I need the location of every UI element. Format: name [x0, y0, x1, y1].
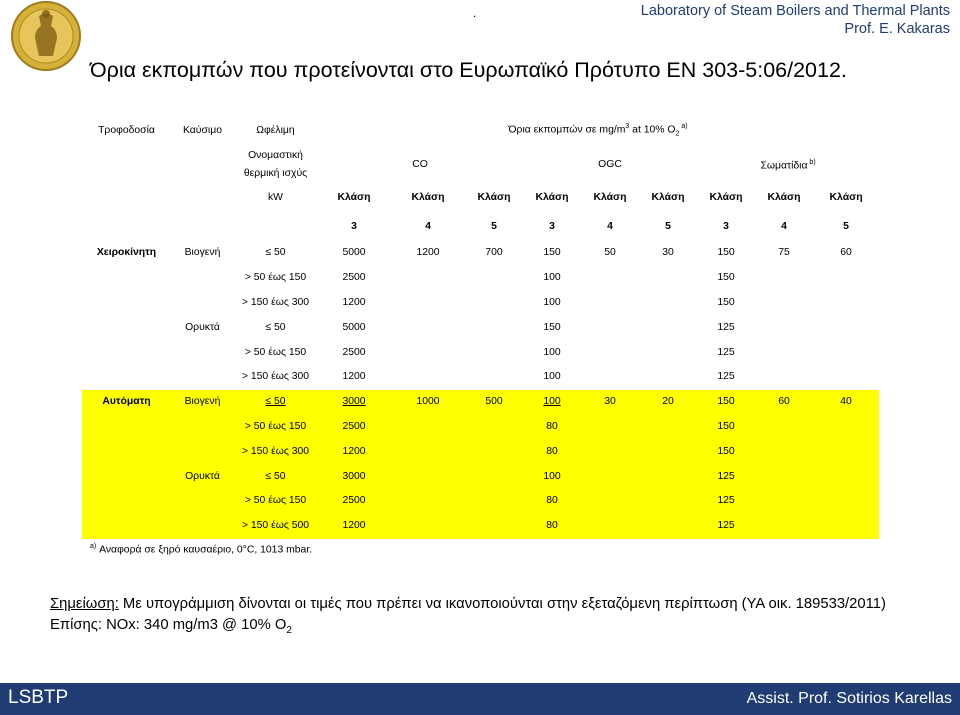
cell-power: > 150 έως 300: [234, 439, 317, 464]
cell-d4: [755, 514, 813, 539]
cell-power: ≤ 50: [265, 321, 286, 333]
class-label: Κλάση: [477, 191, 511, 203]
cell-d5: [813, 266, 879, 291]
cell-fuel: Ορυκτά: [171, 464, 234, 489]
cell-d3: 150: [717, 296, 735, 308]
cell-fuel: [171, 415, 234, 440]
cell-d4: [755, 266, 813, 291]
cell-co5: [465, 291, 523, 316]
cell-co4: [391, 315, 465, 340]
cell-d3: 125: [697, 514, 755, 539]
cell-ogc5: 20: [639, 390, 697, 415]
cell-fuel: [171, 489, 234, 514]
header-useful: Ωφέλιμη: [256, 124, 295, 136]
header-limits-at: at 10% O: [629, 124, 676, 136]
cell-co3: 1200: [342, 296, 366, 308]
class-number: 5: [665, 220, 671, 232]
cell-d4: [755, 340, 813, 365]
cell-ogc5: [639, 464, 697, 489]
cell-d4: [755, 489, 813, 514]
cell-d3: 150: [717, 272, 735, 284]
cell-d4: [755, 464, 813, 489]
footnote: [82, 539, 879, 559]
table-row: [82, 291, 879, 316]
cell-feed: [82, 514, 171, 539]
cell-ogc5: [639, 365, 697, 390]
cell-co4: [391, 464, 465, 489]
cell-feed: [82, 291, 171, 316]
cell-d5: [813, 514, 879, 539]
cell-fuel: [171, 365, 234, 390]
cell-co4: [391, 514, 465, 539]
cell-ogc5: [639, 415, 697, 440]
cell-feed: [82, 489, 171, 514]
header-row-1: [82, 114, 879, 147]
header-limits-sup: 3: [625, 122, 630, 130]
note-line: [50, 594, 910, 615]
cell-ogc4: [581, 266, 639, 291]
cell-ogc4: 50: [604, 247, 616, 259]
cell-d5: 40: [813, 390, 879, 415]
footnote-row: [82, 539, 879, 559]
cell-ogc4: [581, 489, 639, 514]
cell-ogc3: 100: [543, 371, 561, 383]
note-label: Σημείωση:: [50, 596, 119, 612]
class-number: 4: [607, 220, 613, 232]
class-label: Κλάση: [829, 191, 863, 203]
cell-ogc5: [639, 439, 697, 464]
header-power: θερμική ισχύς: [243, 168, 308, 179]
cell-fuel: [171, 514, 234, 539]
cell-co5: 500: [465, 390, 523, 415]
cell-d5: [813, 365, 879, 390]
cell-co3: 2500: [342, 346, 366, 358]
table-row: [82, 390, 879, 415]
cell-co4: 1000: [391, 390, 465, 415]
cell-d5: [813, 489, 879, 514]
cell-ogc3: 150: [543, 247, 561, 259]
class-label: Κλάση: [767, 191, 801, 203]
cell-feed: [82, 266, 171, 291]
cell-d5: [813, 415, 879, 440]
cell-d4: [755, 365, 813, 390]
cell-ogc3: 80: [523, 415, 581, 440]
cell-co3: 1200: [317, 439, 391, 464]
cell-co5: [465, 340, 523, 365]
cell-co3: 2500: [317, 489, 391, 514]
cell-co3: 5000: [342, 247, 366, 259]
cell-feed: [82, 464, 171, 489]
table-row: [82, 415, 879, 440]
cell-co4: 1200: [416, 247, 440, 259]
cell-ogc4: [581, 315, 639, 340]
cell-ogc4: [581, 415, 639, 440]
cell-d4: 60: [755, 390, 813, 415]
cell-power: > 150 έως 300: [241, 296, 310, 308]
class-number: 4: [425, 220, 431, 232]
table-row: [82, 241, 879, 266]
cell-d3: 125: [717, 371, 735, 383]
cell-co3: 5000: [342, 321, 366, 333]
cell-co3: 1200: [342, 371, 366, 383]
cell-ogc5: [639, 266, 697, 291]
nox-sub: 2: [286, 624, 292, 636]
cell-feed: [82, 439, 171, 464]
cell-co4: [391, 415, 465, 440]
header-row-2: [82, 147, 879, 183]
cell-ogc4: [581, 291, 639, 316]
cell-d5: [813, 291, 879, 316]
emission-limits-table: [82, 114, 879, 559]
table-row: [82, 489, 879, 514]
note-block: [50, 594, 910, 641]
cell-ogc5: 30: [662, 247, 674, 259]
cell-feed: Χειροκίνητη: [96, 247, 157, 259]
cell-co4: [391, 266, 465, 291]
cell-power: ≤ 50: [265, 247, 286, 259]
cell-co5: [465, 514, 523, 539]
class-label: Κλάση: [651, 191, 685, 203]
title-dot: .: [473, 6, 477, 20]
cell-ogc5: [639, 514, 697, 539]
header-fuel: Καύσιμο: [183, 124, 222, 136]
cell-feed: Αυτόματη: [82, 390, 171, 415]
cell-ogc5: [639, 315, 697, 340]
cell-ogc3: 100: [543, 296, 561, 308]
cell-feed: [82, 365, 171, 390]
cell-d3: 150: [697, 439, 755, 464]
footer-left: LSBTP: [8, 687, 69, 708]
cell-co5: [465, 439, 523, 464]
class-label: Κλάση: [593, 191, 627, 203]
cell-power: > 50 έως 150: [244, 346, 307, 358]
cell-co3: 1200: [317, 514, 391, 539]
cell-power: ≤ 50: [234, 464, 317, 489]
cell-ogc4: [581, 365, 639, 390]
cell-co4: [391, 489, 465, 514]
cell-co3: 3000: [317, 464, 391, 489]
cell-fuel: [171, 291, 234, 316]
cell-co5: [465, 464, 523, 489]
cell-d3: 125: [717, 346, 735, 358]
footnote-mark: a): [90, 543, 97, 551]
cell-ogc4: 30: [581, 390, 639, 415]
cell-ogc3: 80: [523, 514, 581, 539]
cell-d3: 150: [697, 390, 755, 415]
cell-ogc3: 80: [523, 489, 581, 514]
cell-fuel: [171, 439, 234, 464]
cell-co3: 3000: [317, 390, 391, 415]
class-number: 3: [351, 220, 357, 232]
cell-ogc4: [581, 439, 639, 464]
cell-power: > 50 έως 150: [234, 489, 317, 514]
cell-feed: [82, 315, 171, 340]
university-seal-logo: [6, 0, 86, 72]
cell-fuel: Βιογενή: [171, 390, 234, 415]
cell-co4: [391, 365, 465, 390]
table-row: [82, 514, 879, 539]
class-number: 3: [549, 220, 555, 232]
cell-d4: [755, 415, 813, 440]
cell-ogc5: [639, 291, 697, 316]
footer-right: Assist. Prof. Sotirios Karellas: [746, 690, 952, 707]
cell-fuel: Βιογενή: [184, 247, 221, 259]
cell-fuel: [171, 340, 234, 365]
cell-fuel: Ορυκτά: [185, 321, 220, 333]
cell-co5: 700: [485, 247, 503, 259]
cell-ogc5: [639, 340, 697, 365]
cell-ogc3: 80: [523, 439, 581, 464]
header-co: CO: [412, 159, 428, 170]
header-kw: kW: [267, 191, 283, 203]
cell-d4: 75: [778, 247, 790, 259]
table-row: [82, 365, 879, 390]
nox-line: [50, 615, 910, 641]
cell-co3: 2500: [342, 272, 366, 284]
class-number: 5: [843, 220, 849, 232]
table-row: [82, 464, 879, 489]
header-nominal-power: [234, 147, 317, 183]
class-label: Κλάση: [709, 191, 743, 203]
cell-power: > 50 έως 150: [244, 272, 307, 284]
cell-co5: [465, 266, 523, 291]
lab-header: [641, 2, 950, 38]
cell-d3: 150: [697, 415, 755, 440]
table-row: [82, 340, 879, 365]
header-row-3: [82, 183, 879, 212]
header-limits: [317, 114, 879, 147]
cell-power: ≤ 50: [234, 390, 317, 415]
cell-d3: 125: [697, 489, 755, 514]
cell-feed: [82, 340, 171, 365]
class-label: Κλάση: [337, 191, 371, 203]
cell-power: > 50 έως 150: [234, 415, 317, 440]
class-number: 3: [723, 220, 729, 232]
header-dust-text: Σωματίδια: [760, 160, 808, 172]
cell-co5: [465, 415, 523, 440]
header-nominal: Ονομαστική: [248, 150, 303, 161]
cell-d4: [755, 315, 813, 340]
header-limits-note: a): [679, 122, 688, 130]
lab-professor: Prof. E. Kakaras: [844, 21, 950, 37]
cell-ogc3: 100: [543, 272, 561, 284]
header-limits-text: Όρια εκπομπών σε mg/m: [508, 124, 626, 136]
header-dust: [697, 147, 879, 183]
cell-co5: [465, 365, 523, 390]
cell-ogc4: [581, 464, 639, 489]
cell-co3: 2500: [317, 415, 391, 440]
cell-co5: [465, 315, 523, 340]
cell-d5: [813, 315, 879, 340]
cell-power: > 150 έως 300: [241, 371, 310, 383]
cell-d3: 150: [717, 247, 735, 259]
footer-bar: [0, 683, 960, 715]
cell-d4: [755, 291, 813, 316]
cell-co4: [391, 340, 465, 365]
cell-ogc3: 100: [523, 390, 581, 415]
cell-d3: 125: [697, 464, 755, 489]
cell-power: > 150 έως 500: [234, 514, 317, 539]
table-row: [82, 439, 879, 464]
cell-d5: [813, 439, 879, 464]
cell-d5: 60: [840, 247, 852, 259]
header-ogc: OGC: [598, 159, 622, 170]
cell-ogc3: 150: [543, 321, 561, 333]
cell-ogc4: [581, 340, 639, 365]
header-dust-note: b): [807, 159, 816, 167]
footnote-text: Αναφορά σε ξηρό καυσαέριο, 0°C, 1013 mbar.: [96, 544, 313, 556]
class-number: 4: [781, 220, 787, 232]
cell-fuel: [171, 266, 234, 291]
cell-ogc3: 100: [523, 464, 581, 489]
cell-co4: [391, 439, 465, 464]
slide-title: Όρια εκπομπών που προτείνονται στο Ευρωπαϊκό Πρότυπο EN 303-5:06/2012.: [90, 58, 847, 82]
header-feed: Τροφοδοσία: [98, 124, 155, 136]
cell-feed: [82, 415, 171, 440]
cell-co4: [391, 291, 465, 316]
nox-text: Επίσης: NOx: 340 mg/m3 @ 10% O: [50, 617, 287, 633]
cell-d5: [813, 464, 879, 489]
cell-d5: [813, 340, 879, 365]
cell-ogc3: 100: [543, 346, 561, 358]
cell-co5: [465, 489, 523, 514]
cell-d4: [755, 439, 813, 464]
table-row: [82, 315, 879, 340]
header-limits-sub: 2: [675, 130, 680, 138]
header-row-4: [82, 212, 879, 241]
cell-ogc4: [581, 514, 639, 539]
cell-ogc5: [639, 489, 697, 514]
class-label: Κλάση: [535, 191, 569, 203]
cell-d3: 125: [717, 321, 735, 333]
note-text: Με υπογράμμιση δίνονται οι τιμές που πρέπει να ικανοποιούνται στην εξεταζόμενη περίπτωση (ΥΑ οικ. 189533/2011): [118, 596, 886, 612]
class-number: 5: [491, 220, 497, 232]
class-label: Κλάση: [411, 191, 445, 203]
table-row: [82, 266, 879, 291]
lab-name: Laboratory of Steam Boilers and Thermal Plants: [640, 3, 950, 19]
